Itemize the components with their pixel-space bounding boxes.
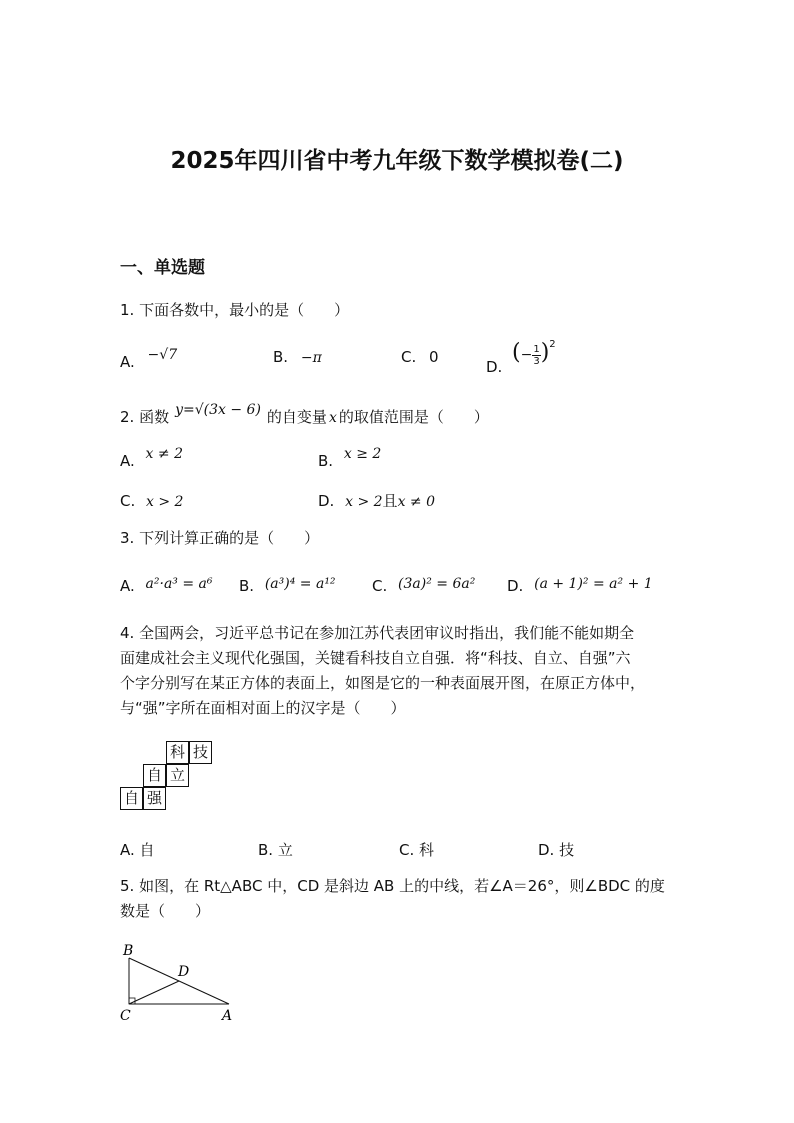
q4-option-b: B. 立 [258,841,293,859]
q3-c-label: C. [372,577,388,595]
q2-d-label: D. [318,492,335,510]
q2-a-math: x ≠ 2 [145,446,183,462]
q2-d-and: 且 [382,492,398,510]
q3-option-d [507,573,653,600]
q3-a-math: a²·a³ = a⁶ [145,576,213,592]
q3-c-math: (3a)² = 6a² [398,576,476,592]
median-cd [129,981,179,1004]
q3-d-math: (a + 1)² = a² + 1 [534,576,653,592]
page-title: 2025年四川省中考九年级下数学模拟卷(二) [170,148,624,174]
q1-d-fraction [532,344,540,367]
q1-stem: 1. 下面各数中，最小的是（ ） [120,301,350,319]
q4-line-2: 面建成社会主义现代化强国，关键看科技自立自强．将“科技、自立、自强”六 [120,649,631,667]
q4-option-d: D. 技 [538,841,575,859]
q1-a-label: A. [120,353,135,371]
q3-b-label: B. [239,577,255,595]
q1-d-denominator: 3 [533,355,540,367]
q3-option-a [120,573,213,600]
net-cell-li: 立 [166,764,189,787]
q1-b-label: B. [273,348,289,366]
q2-stem-mid: 的自变量 [266,408,327,426]
label-a: A [222,1008,233,1024]
section-heading: 一、单选题 [120,258,205,278]
q1-option-c [401,344,439,370]
net-cell-zi-2: 自 [120,787,143,810]
q2-function: y=√(3x − 6) [175,402,261,418]
q2-c-label: C. [120,492,136,510]
net-cell-zi-1: 自 [143,764,166,787]
q2-b-math: x ≥ 2 [343,446,382,462]
q3-d-label: D. [507,577,524,595]
q4-option-a: A. 自 [120,841,155,859]
q1-option-d-label: D. [486,358,503,376]
q2-option-a [120,448,183,475]
q4-option-c: C. 科 [399,841,435,859]
q2-d-math1: x > 2 [345,494,383,510]
triangle-figure [110,938,250,1028]
q2-option-c [120,488,183,515]
q2-a-label: A. [120,452,135,470]
q3-b-math: (a³)⁴ = a¹² [264,576,336,592]
q4-line-1: 4. 全国两会，习近平总书记在参加江苏代表团审议时指出，我们能不能如期全 [120,624,635,642]
q5-line-1: 5. 如图，在 Rt△ABC 中，CD 是斜边 AB 上的中线，若∠A＝26°，则∠BDC 的度 [120,877,665,895]
q2-option-d [318,488,435,515]
q2-stem [120,404,489,431]
q3-option-c [372,573,475,600]
q3-stem: 3. 下列计算正确的是（ ） [120,529,320,547]
label-c: C [120,1008,131,1024]
net-cell-ji: 技 [189,741,212,764]
q1-b-math: −π [300,350,322,366]
q2-stem-pre: 2. 函数 [120,408,170,426]
q1-option-a [120,349,177,376]
q2-c-math: x > 2 [146,494,184,510]
q4-line-4: 与“强”字所在面相对面上的汉字是（ ） [120,699,406,717]
q2-stem-post: 的取值范围是（ ） [338,408,489,426]
q1-a-math: −√7 [147,347,178,363]
q1-d-numerator: 1 [533,343,540,355]
q2-option-b [318,448,381,475]
net-cell-ke: 科 [166,741,189,764]
q5-line-2: 数是（ ） [120,902,211,920]
q2-variable: x [328,410,337,426]
label-b: B [123,943,134,959]
q2-d-math2: x ≠ 0 [397,494,435,510]
q2-b-label: B. [318,452,334,470]
q1-c-label: C. [401,348,417,366]
q1-c-value: 0 [429,348,439,366]
q4-line-3: 个字分别写在某正方体的表面上，如图是它的一种表面展开图，在原正方体中， [120,674,646,692]
q1-option-d-expression: (− $\frac{1}{3}$ )$^2$ [512,339,556,367]
label-d: D [178,964,190,980]
net-cell-qiang: 强 [143,787,166,810]
q3-option-b [239,573,336,600]
q3-a-label: A. [120,577,135,595]
q1-option-b [273,344,322,371]
